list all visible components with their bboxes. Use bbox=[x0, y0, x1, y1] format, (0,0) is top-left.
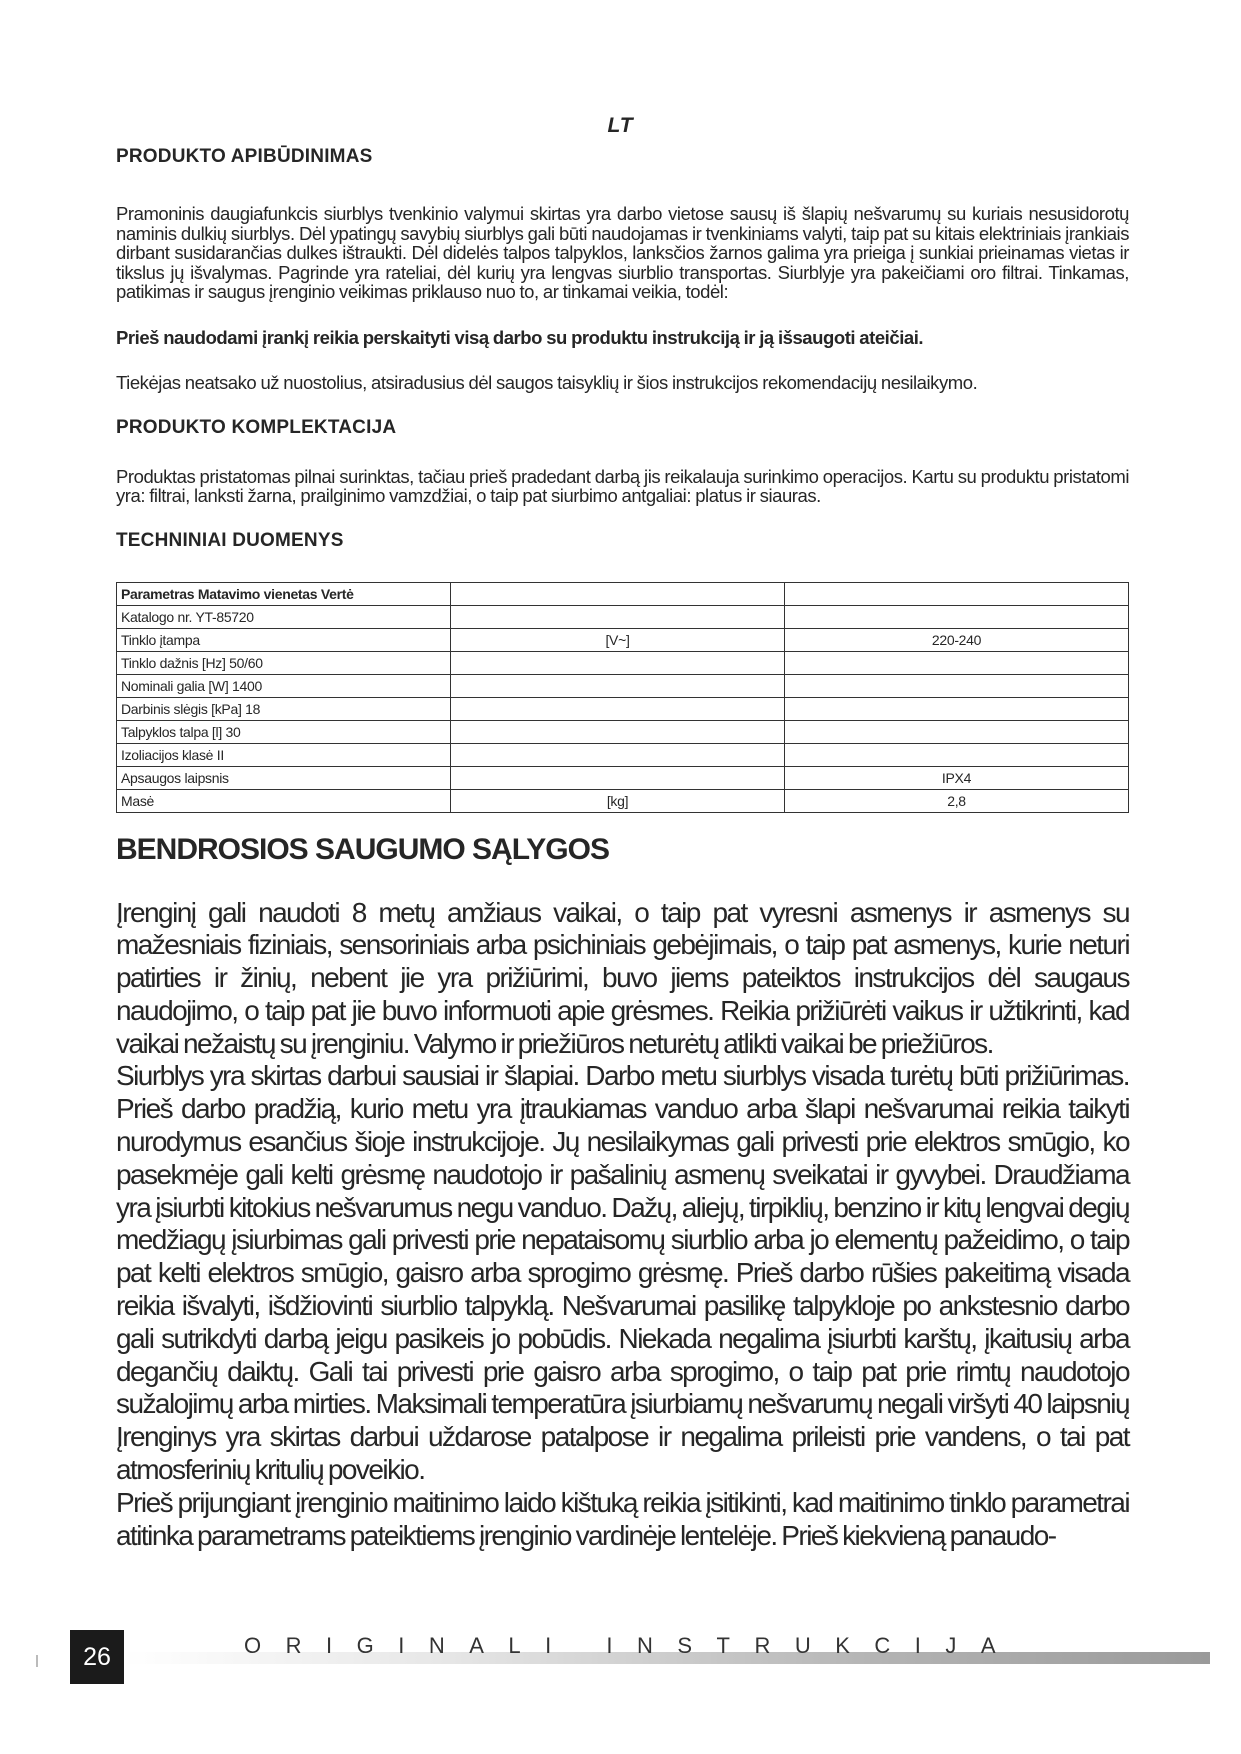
read-instructions-notice: Prieš naudodami įrankį reikia perskaityti visą darbo su produktu instrukciją ir ją išsaugoti ateičiai. bbox=[116, 326, 924, 348]
table-row bbox=[117, 789, 1129, 812]
table-row bbox=[117, 582, 1129, 605]
table-cell bbox=[785, 697, 1129, 720]
table-cell: Nominali galia [W] 1400 bbox=[117, 674, 451, 697]
table-cell: Apsaugos laipsnis bbox=[117, 766, 451, 789]
table-cell bbox=[785, 720, 1129, 743]
table-cell bbox=[451, 651, 785, 674]
section-title-description: PRODUKTO APIBŪDINIMAS bbox=[116, 146, 373, 167]
table-cell: Talpyklos talpa [l] 30 bbox=[117, 720, 451, 743]
table-cell bbox=[451, 766, 785, 789]
table-row bbox=[117, 697, 1129, 720]
safety-paragraph-power: Prieš prijungiant įrenginio maitinimo laido kištuką reikia įsitikinti, kad maitinimo tinklo parametrai atitinka parametrams pateiktiems įrenginio vardinėje lentelėje. Prieš kiekvieną panaudo- bbox=[116, 1486, 1129, 1551]
table-cell: 2,8 bbox=[785, 789, 1129, 812]
table-cell bbox=[451, 605, 785, 628]
contents-paragraph: Produktas pristatomas pilnai surinktas, tačiau prieš pradedant darbą jis reikalauja surinkimo operacijos. Kartu su produktu pristatomi yra: filtrai, lanksti žarna, prailginimo vamzdžiai, o taip pat siurbimo antgaliai: platus ir siauras. bbox=[116, 465, 1129, 506]
table-cell bbox=[785, 651, 1129, 674]
table-cell: Tinklo dažnis [Hz] 50/60 bbox=[117, 651, 451, 674]
safety-paragraph-children: Įrenginį gali naudoti 8 metų amžiaus vaikai, o taip pat vyresni asmenys ir asmenys su mažesniais fiziniais, sensoriniais arba psichiniais gebėjimais, o taip pat asmenys, kurie neturi patirties ir žinių, nebent jie yra prižiūrimi, buvo jiems pateiktos instrukcijos dėl saugaus naudojimo, o taip pat jie buvo informuoti apie grėsmes. Reikia prižiūrėti vaikus ir užtikrinti, kad vaikai nežaistų su įrenginiu. Valymo ir priežiūros neturėtų atlikti vaikai be priežiūros. bbox=[116, 896, 1129, 1059]
table-cell: Parametras Matavimo vienetas Vertė bbox=[117, 582, 451, 605]
safety-paragraph-usage: Siurblys yra skirtas darbui sausiai ir šlapiai. Darbo metu siurblys visada turėtų būti prižiūrimas. Prieš darbo pradžią, kurio metu yra įtraukiamas vanduo arba šlapi nešvarumai reikia taikyti nurodymus esančius šioje instrukcijoje. Jų nesilaikymas gali privesti prie elektros smūgio, ko pasekmėje gali kelti grėsmę naudotojo ir pašalinių asmenų sveikatai ir gyvybei. Draudžiama yra įsiurbti kitokius nešvarumus negu vanduo. Dažų, aliejų, tirpiklių, benzino ir kitų lengvai degių medžiagų įsiurbimas gali privesti prie nepataisomų siurblio arba jo elementų pažeidimo, o taip pat kelti elektros smūgio, gaisro arba sprogimo grėsmę. Prieš darbo rūšies pakeitimą visada reikia išvalyti, išdžiovinti siurblio talpyklą. Nešvarumai pasilikę talpykloje po ankstesnio darbo gali sutrikdyti darbą jeigu pasikeis jo pobūdis. Niekada negalima įsiurbti karštų, įkaitusių arba degančių daiktų. Gali tai privesti prie gaisro arba sprogimo, o taip pat prie rimtų naudotojo sužalojimų arba mirties. Maksimali temperatūra įsiurbiamų nešvarumų negali viršyti 40 laipsnių Įrenginys yra skirtas darbui uždarose patalpose ir negalima prileisti prie vandens, o tai pat atmosferinių kritulių poveikio. bbox=[116, 1060, 1129, 1486]
section-title-safety: BENDROSIOS SAUGUMO SĄLYGOS bbox=[116, 832, 609, 866]
language-marker: LT bbox=[607, 114, 634, 137]
table-row bbox=[117, 743, 1129, 766]
table-row bbox=[117, 605, 1129, 628]
footer-label: ORIGINALI INSTRUKCIJA bbox=[244, 1633, 1021, 1658]
table-cell: Tinklo įtampa bbox=[117, 628, 451, 651]
table-cell: 220-240 bbox=[785, 628, 1129, 651]
table-cell bbox=[451, 697, 785, 720]
table-cell: [V~] bbox=[451, 628, 785, 651]
technical-data-table bbox=[116, 582, 1129, 813]
table-cell: Darbinis slėgis [kPa] 18 bbox=[117, 697, 451, 720]
table-cell bbox=[451, 674, 785, 697]
description-paragraph: Pramoninis daugiafunkcis siurblys tvenkinio valymui skirtas yra darbo vietose sausų iš šlapių nešvarumų su kuriais nesusidorotų naminis dulkių siurblys. Dėl ypatingų savybių siurblys gali būti naudojamas ir tvenkiniams valyti, taip pat su kitais elektriniais įrankiais dirbant susidarančias dulkes ištraukti. Dėl didelės talpos talpyklos, lanksčios žarnos galima yra prieiga į sunkiai prieinamas vietas ir tikslus jų išvalymas. Pagrinde yra rateliai, dėl kurių yra lengvas siurblio transportas. Siurblyje yra pakeičiami oro filtrai. Tinkamas, patikimas ir saugus įrenginio veikimas priklauso nuo to, ar tinkamai veikia, todėl: bbox=[116, 203, 1129, 302]
table-cell bbox=[785, 743, 1129, 766]
table-row bbox=[117, 766, 1129, 789]
section-title-contents: PRODUKTO KOMPLEKTACIJA bbox=[116, 416, 397, 438]
table-row bbox=[117, 720, 1129, 743]
table-cell bbox=[785, 674, 1129, 697]
table-cell bbox=[451, 582, 785, 605]
table-row bbox=[117, 628, 1129, 651]
table-row bbox=[117, 674, 1129, 697]
page-number: 26 bbox=[70, 1630, 124, 1684]
table-cell bbox=[785, 582, 1129, 605]
liability-notice: Tiekėjas neatsako už nuostolius, atsiradusius dėl saugos taisyklių ir šios instrukcijos rekomendacijų nesilaikymo. bbox=[116, 372, 978, 393]
table-cell: Katalogo nr. YT-85720 bbox=[117, 605, 451, 628]
table-cell bbox=[451, 720, 785, 743]
table-cell: IPX4 bbox=[785, 766, 1129, 789]
table-cell: Masė bbox=[117, 789, 451, 812]
table-cell: Izoliacijos klasė II bbox=[117, 743, 451, 766]
table-row bbox=[117, 651, 1129, 674]
section-title-technical-data: TECHNINIAI DUOMENYS bbox=[116, 529, 344, 551]
table-cell bbox=[451, 743, 785, 766]
footer-tick-mark bbox=[36, 1655, 38, 1667]
content-area bbox=[116, 146, 1129, 1552]
table-cell: [kg] bbox=[451, 789, 785, 812]
table-cell bbox=[785, 605, 1129, 628]
